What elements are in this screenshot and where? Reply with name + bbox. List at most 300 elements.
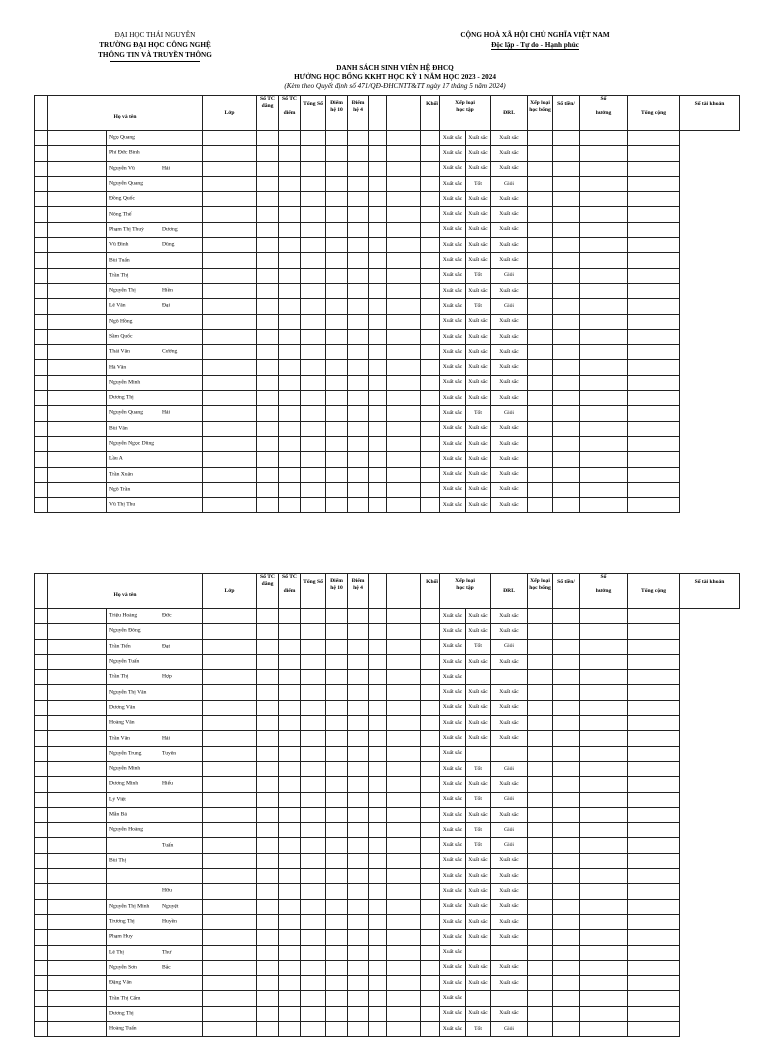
cell-stt (35, 823, 48, 838)
cell-empty (326, 670, 348, 685)
cell-empty (301, 131, 326, 146)
cell-empty (369, 482, 387, 497)
cell-xep-loai-hoc-bong: Giỏi (491, 639, 528, 654)
cell-xep-loai-hoc-tap: Xuất sắc (440, 823, 466, 838)
table-row (35, 375, 740, 390)
cell-empty (348, 899, 369, 914)
cell-empty (528, 146, 553, 161)
cell-empty (580, 329, 628, 344)
cell-empty (580, 716, 628, 731)
cell-empty (387, 884, 421, 899)
cell-stt (35, 192, 48, 207)
cell-empty (528, 624, 553, 639)
cell-empty (528, 639, 553, 654)
surname-text: Nguyễn Vũ (109, 165, 135, 172)
cell-ho-ten (107, 746, 203, 761)
cell-empty (528, 268, 553, 283)
surname-text: Nguyễn Thị Minh (109, 903, 150, 910)
cell-ho-ten (107, 375, 203, 390)
surname-text: Đồng Quốc (109, 195, 135, 202)
cell-xep-loai-hoc-bong: Xuất sắc (491, 976, 528, 991)
cell-stt (35, 869, 48, 884)
cell-blank (48, 268, 107, 283)
table-row (35, 329, 740, 344)
cell-empty (421, 131, 440, 146)
so-tc-dang-label-2: đăng (261, 103, 274, 109)
surname-text: Trần Thị (109, 673, 129, 680)
cell-empty (580, 207, 628, 222)
cell-empty (421, 716, 440, 731)
cell-empty (553, 207, 580, 222)
cell-empty (369, 624, 387, 639)
cell-empty (528, 654, 553, 669)
cell-empty (387, 192, 421, 207)
cell-stt (35, 930, 48, 945)
school-name: TRƯỜNG ĐẠI HỌC CÔNG NGHỆ (99, 41, 211, 49)
cell-empty (369, 976, 387, 991)
cell-blank (48, 792, 107, 807)
cell-empty (203, 823, 257, 838)
cell-empty (580, 1006, 628, 1021)
cell-empty (279, 700, 301, 715)
cell-empty (628, 976, 680, 991)
cell-empty (301, 299, 326, 314)
cell-empty (369, 792, 387, 807)
cell-empty (580, 299, 628, 314)
table-header-row (35, 574, 740, 609)
cell-empty (553, 238, 580, 253)
cell-empty (301, 238, 326, 253)
cell-empty (387, 853, 421, 868)
lop-label: Lớp (224, 109, 235, 116)
cell-empty (387, 314, 421, 329)
cell-empty (203, 746, 257, 761)
cell-blank (48, 685, 107, 700)
cell-empty (279, 1006, 301, 1021)
table-row (35, 716, 740, 731)
col-header-drl (491, 96, 528, 131)
cell-empty (326, 360, 348, 375)
cell-empty (528, 731, 553, 746)
given-name-text: Đạt (162, 643, 171, 650)
cell-xep-loai-hoc-tap: Xuất sắc (440, 777, 466, 792)
cell-empty (257, 976, 279, 991)
cell-empty (326, 899, 348, 914)
cell-empty (348, 421, 369, 436)
cell-empty (628, 360, 680, 375)
cell-stt (35, 222, 48, 237)
cell-xep-loai-hoc-bong: Xuất sắc (491, 869, 528, 884)
cell-empty (553, 685, 580, 700)
cell-empty (279, 976, 301, 991)
table-row (35, 345, 740, 360)
cell-blank (48, 345, 107, 360)
cell-empty (421, 222, 440, 237)
cell-empty (369, 192, 387, 207)
cell-ho-ten (107, 467, 203, 482)
cell-drl: Xuất sắc (466, 146, 491, 161)
cell-empty (348, 222, 369, 237)
cell-empty (257, 945, 279, 960)
cell-empty (369, 746, 387, 761)
cell-empty (326, 131, 348, 146)
so-tien-label: Số tiền/ (557, 101, 575, 107)
cell-stt (35, 792, 48, 807)
cell-empty (348, 792, 369, 807)
cell-empty (369, 375, 387, 390)
cell-empty (279, 960, 301, 975)
cell-blank (48, 914, 107, 929)
table-row (35, 609, 740, 624)
so-tai-khoan-label: Số tài khoản (694, 101, 725, 107)
cell-empty (348, 609, 369, 624)
cell-empty (628, 146, 680, 161)
cell-empty (326, 884, 348, 899)
cell-empty (580, 360, 628, 375)
surname-text: Nguyễn Minh (109, 765, 141, 772)
cell-drl: Tốt (466, 823, 491, 838)
cell-empty (279, 746, 301, 761)
cell-empty (257, 807, 279, 822)
table-row (35, 222, 740, 237)
cell-empty (387, 1006, 421, 1021)
cell-ho-ten (107, 609, 203, 624)
given-name-text: Bắc (162, 964, 171, 971)
cell-blank (48, 853, 107, 868)
cell-xep-loai-hoc-bong: Xuất sắc (491, 853, 528, 868)
surname-text: Hoàng Tuấn (109, 1025, 137, 1032)
given-name-text: Huyền (162, 918, 177, 925)
surname-text: Dương Thị (109, 394, 134, 401)
cell-stt (35, 498, 48, 513)
cell-ho-ten (107, 761, 203, 776)
cell-empty (326, 777, 348, 792)
scholarship-table-2 (34, 573, 740, 1037)
cell-ho-ten (107, 884, 203, 899)
cell-empty (369, 731, 387, 746)
cell-empty (279, 609, 301, 624)
cell-blank (48, 222, 107, 237)
cell-empty (553, 192, 580, 207)
col-header-so-tai-khoan (680, 96, 740, 131)
cell-xep-loai-hoc-bong: Xuất sắc (491, 391, 528, 406)
cell-xep-loai-hoc-tap: Xuất sắc (440, 268, 466, 283)
surname-text: Bùi Tuấn (109, 257, 130, 264)
cell-xep-loai-hoc-tap: Xuất sắc (440, 482, 466, 497)
cell-empty (369, 421, 387, 436)
col-header-blank-2 (387, 96, 421, 131)
cell-empty (348, 960, 369, 975)
cell-ho-ten (107, 131, 203, 146)
cell-xep-loai-hoc-tap: Xuất sắc (440, 838, 466, 853)
cell-empty (628, 914, 680, 929)
cell-empty (203, 884, 257, 899)
cell-empty (257, 731, 279, 746)
cell-empty (421, 700, 440, 715)
cell-empty (257, 482, 279, 497)
cell-empty (369, 452, 387, 467)
cell-empty (326, 914, 348, 929)
cell-empty (421, 807, 440, 822)
cell-xep-loai-hoc-bong (491, 670, 528, 685)
cell-empty (628, 670, 680, 685)
cell-drl: Xuất sắc (466, 207, 491, 222)
cell-empty (528, 609, 553, 624)
given-name-text: Dũng (162, 241, 175, 248)
cell-ho-ten (107, 991, 203, 1006)
cell-empty (369, 436, 387, 451)
cell-empty (257, 654, 279, 669)
cell-empty (421, 670, 440, 685)
cell-empty (387, 176, 421, 191)
khoi-label: Khối (426, 579, 438, 585)
cell-blank (48, 253, 107, 268)
cell-empty (580, 268, 628, 283)
cell-empty (553, 146, 580, 161)
cell-empty (203, 375, 257, 390)
table-row (35, 823, 740, 838)
cell-xep-loai-hoc-bong: Xuất sắc (491, 329, 528, 344)
cell-drl: Xuất sắc (466, 161, 491, 176)
cell-empty (387, 731, 421, 746)
cell-empty (348, 299, 369, 314)
cell-empty (348, 777, 369, 792)
cell-stt (35, 945, 48, 960)
cell-xep-loai-hoc-tap: Xuất sắc (440, 146, 466, 161)
cell-empty (301, 482, 326, 497)
cell-empty (553, 960, 580, 975)
cell-empty (279, 930, 301, 945)
cell-empty (580, 391, 628, 406)
table-row (35, 700, 740, 715)
cell-blank (48, 283, 107, 298)
table-row (35, 654, 740, 669)
cell-empty (580, 176, 628, 191)
cell-empty (628, 498, 680, 513)
cell-empty (553, 421, 580, 436)
cell-empty (301, 207, 326, 222)
cell-empty (421, 406, 440, 421)
cell-empty (421, 976, 440, 991)
cell-empty (326, 253, 348, 268)
cell-empty (257, 207, 279, 222)
cell-empty (628, 467, 680, 482)
col-header-xep-loai-hb (528, 96, 553, 131)
cell-empty (257, 436, 279, 451)
table-row (35, 960, 740, 975)
table-row (35, 192, 740, 207)
cell-empty (301, 146, 326, 161)
cell-empty (421, 345, 440, 360)
cell-empty (326, 1006, 348, 1021)
cell-empty (369, 930, 387, 945)
table-row (35, 131, 740, 146)
col-header-so-tc-diem (279, 574, 301, 609)
cell-empty (421, 436, 440, 451)
cell-empty (279, 945, 301, 960)
lop-label: Lớp (224, 587, 235, 594)
cell-stt (35, 375, 48, 390)
cell-xep-loai-hoc-bong: Xuất sắc (491, 436, 528, 451)
cell-ho-ten (107, 960, 203, 975)
cell-empty (326, 624, 348, 639)
cell-empty (628, 131, 680, 146)
cell-empty (387, 421, 421, 436)
cell-xep-loai-hoc-tap: Xuất sắc (440, 1006, 466, 1021)
cell-empty (348, 375, 369, 390)
cell-ho-ten (107, 406, 203, 421)
cell-xep-loai-hoc-tap: Xuất sắc (440, 421, 466, 436)
cell-empty (279, 161, 301, 176)
cell-empty (553, 624, 580, 639)
cell-empty (387, 991, 421, 1006)
cell-drl: Xuất sắc (466, 624, 491, 639)
xep-loai-hb-label-1: Xếp loại (530, 100, 550, 106)
cell-empty (580, 192, 628, 207)
table-row (35, 838, 740, 853)
cell-xep-loai-hoc-tap: Xuất sắc (440, 360, 466, 375)
cell-empty (528, 391, 553, 406)
cell-empty (369, 283, 387, 298)
national-motto: Độc lập - Tự do - Hạnh phúc (491, 41, 579, 49)
cell-empty (203, 807, 257, 822)
cell-empty (387, 268, 421, 283)
table-row (35, 283, 740, 298)
cell-xep-loai-hoc-bong: Xuất sắc (491, 345, 528, 360)
surname-text: Trần Văn (109, 735, 130, 742)
cell-empty (203, 161, 257, 176)
cell-empty (348, 823, 369, 838)
cell-blank (48, 731, 107, 746)
cell-ho-ten (107, 161, 203, 176)
so-huong-label-2: hưởng (595, 588, 612, 594)
cell-empty (203, 700, 257, 715)
cell-empty (369, 914, 387, 929)
cell-empty (348, 161, 369, 176)
cell-blank (48, 639, 107, 654)
surname-text: Nguyễn Trung (109, 750, 142, 757)
table-row (35, 945, 740, 960)
cell-empty (528, 406, 553, 421)
cell-empty (326, 467, 348, 482)
cell-xep-loai-hoc-bong: Xuất sắc (491, 914, 528, 929)
cell-empty (257, 238, 279, 253)
col-header-lop (203, 96, 257, 131)
cell-empty (387, 869, 421, 884)
cell-empty (628, 899, 680, 914)
cell-empty (203, 685, 257, 700)
given-name-text: Hải (162, 735, 171, 742)
cell-stt (35, 639, 48, 654)
col-header-khoi (421, 96, 440, 131)
cell-empty (257, 406, 279, 421)
table-row (35, 207, 740, 222)
cell-xep-loai-hoc-tap: Xuất sắc (440, 700, 466, 715)
diem-he10-label-1: Điểm (330, 100, 343, 106)
col-header-ho-ten (48, 96, 203, 131)
cell-empty (528, 452, 553, 467)
cell-empty (279, 360, 301, 375)
col-header-so-tc-diem (279, 96, 301, 131)
cell-empty (628, 639, 680, 654)
cell-empty (580, 746, 628, 761)
cell-blank (48, 654, 107, 669)
cell-empty (421, 482, 440, 497)
cell-empty (421, 268, 440, 283)
cell-drl: Xuất sắc (466, 869, 491, 884)
cell-empty (279, 314, 301, 329)
given-name-text: Hiền (162, 287, 173, 294)
cell-stt (35, 746, 48, 761)
cell-empty (628, 176, 680, 191)
cell-empty (421, 176, 440, 191)
diem-he10-label-1: Điểm (330, 578, 343, 584)
cell-blank (48, 761, 107, 776)
cell-xep-loai-hoc-bong: Giỏi (491, 176, 528, 191)
cell-stt (35, 976, 48, 991)
cell-empty (326, 452, 348, 467)
table-row (35, 268, 740, 283)
cell-empty (301, 685, 326, 700)
cell-empty (203, 731, 257, 746)
table-row (35, 746, 740, 761)
cell-ho-ten (107, 345, 203, 360)
cell-xep-loai-hoc-tap: Xuất sắc (440, 467, 466, 482)
cell-xep-loai-hoc-bong: Xuất sắc (491, 498, 528, 513)
cell-drl: Xuất sắc (466, 283, 491, 298)
cell-xep-loai-hoc-tap: Xuất sắc (440, 391, 466, 406)
cell-xep-loai-hoc-tap: Xuất sắc (440, 899, 466, 914)
institution-header (60, 30, 250, 62)
cell-blank (48, 467, 107, 482)
given-name-text: Hợp (162, 673, 172, 680)
cell-empty (528, 467, 553, 482)
cell-empty (301, 716, 326, 731)
cell-empty (257, 685, 279, 700)
cell-empty (580, 731, 628, 746)
cell-blank (48, 375, 107, 390)
cell-xep-loai-hoc-bong: Xuất sắc (491, 283, 528, 298)
cell-drl: Xuất sắc (466, 899, 491, 914)
cell-empty (553, 360, 580, 375)
cell-xep-loai-hoc-tap: Xuất sắc (440, 945, 466, 960)
cell-blank (48, 930, 107, 945)
cell-stt (35, 899, 48, 914)
cell-empty (203, 314, 257, 329)
cell-blank (48, 299, 107, 314)
cell-empty (421, 467, 440, 482)
cell-empty (387, 700, 421, 715)
cell-empty (257, 823, 279, 838)
cell-empty (326, 991, 348, 1006)
cell-empty (387, 930, 421, 945)
cell-empty (553, 639, 580, 654)
cell-xep-loai-hoc-bong: Xuất sắc (491, 360, 528, 375)
cell-xep-loai-hoc-bong: Giỏi (491, 406, 528, 421)
cell-drl: Tốt (466, 406, 491, 421)
cell-empty (528, 436, 553, 451)
cell-empty (203, 792, 257, 807)
cell-ho-ten (107, 624, 203, 639)
cell-empty (301, 654, 326, 669)
cell-xep-loai-hoc-bong: Giỏi (491, 1022, 528, 1037)
cell-empty (628, 238, 680, 253)
cell-empty (279, 807, 301, 822)
cell-empty (279, 914, 301, 929)
cell-blank (48, 1006, 107, 1021)
cell-empty (301, 268, 326, 283)
cell-drl: Xuất sắc (466, 375, 491, 390)
